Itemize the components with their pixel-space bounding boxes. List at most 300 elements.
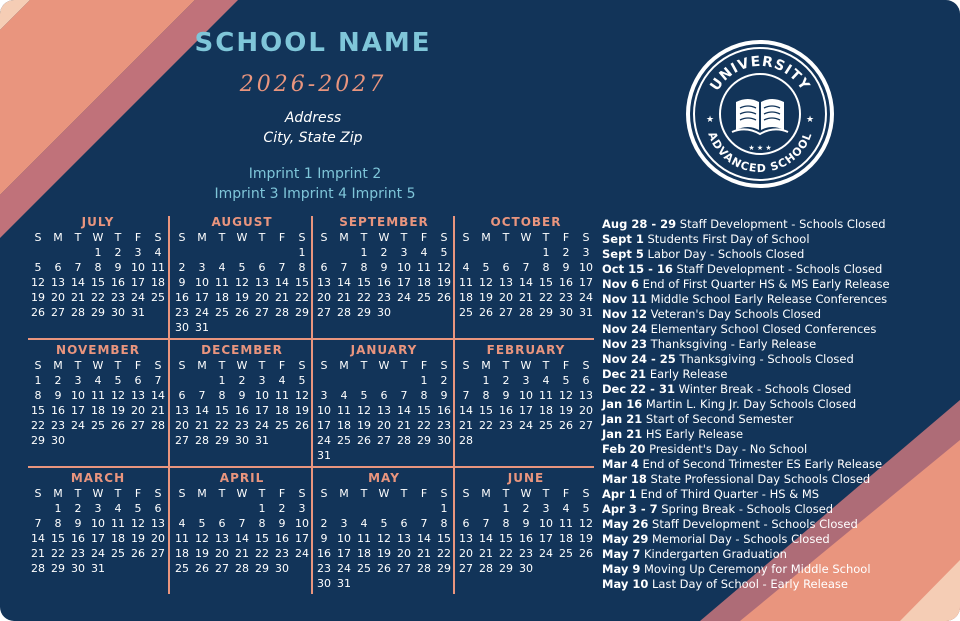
- day-cell: 1: [258, 502, 266, 515]
- day-cell: 8: [258, 517, 266, 530]
- month-february: [456, 340, 596, 468]
- day-cell: 18: [91, 404, 105, 417]
- weekday-label: M: [339, 487, 349, 500]
- event-text: Labor Day - Schools Closed: [643, 247, 805, 261]
- weekday-label: W: [236, 487, 248, 500]
- weekday-label: T: [542, 231, 550, 244]
- weekday-label: F: [278, 359, 286, 372]
- day-cell: 8: [94, 261, 102, 274]
- day-cell: 18: [215, 291, 229, 304]
- day-cell: 27: [131, 419, 145, 432]
- day-cell: 20: [215, 547, 229, 560]
- day-cell: 18: [275, 404, 289, 417]
- day-cell: 13: [317, 276, 331, 289]
- day-cell: 5: [360, 389, 368, 402]
- day-cell: 10: [295, 517, 309, 530]
- weekday-label: T: [400, 359, 408, 372]
- day-cell: 9: [54, 389, 62, 402]
- weekday-label: W: [92, 487, 104, 500]
- day-cell: 22: [499, 547, 513, 560]
- event-item: [602, 562, 922, 577]
- day-cell: 9: [440, 389, 448, 402]
- day-cell: 19: [235, 291, 249, 304]
- day-cell: 15: [51, 532, 65, 545]
- day-cell: 19: [559, 404, 573, 417]
- day-cell: 14: [235, 532, 249, 545]
- weekday-label: S: [298, 231, 306, 244]
- day-cell: 2: [54, 374, 62, 387]
- event-text: Memorial Day - Schools Closed: [648, 532, 830, 546]
- day-cell: 30: [377, 306, 391, 319]
- weekday-label: F: [134, 231, 142, 244]
- day-cell: 12: [235, 276, 249, 289]
- day-cell: 12: [131, 517, 145, 530]
- day-cell: 25: [275, 419, 289, 432]
- day-cell: 9: [380, 261, 388, 274]
- day-cell: 20: [151, 532, 165, 545]
- event-text: End of First Quarter HS & MS Early Release: [639, 277, 890, 291]
- weekday-label: S: [582, 487, 590, 500]
- month-june: [456, 468, 596, 596]
- day-cell: 30: [275, 562, 289, 575]
- day-cell: 13: [459, 532, 473, 545]
- day-cell: 4: [178, 517, 186, 530]
- weekday-label: S: [440, 231, 448, 244]
- day-cell: 7: [340, 261, 348, 274]
- weekday-label: T: [542, 487, 550, 500]
- day-cell: 16: [275, 532, 289, 545]
- day-cell: 16: [519, 532, 533, 545]
- month-september: [314, 212, 454, 340]
- day-cell: 18: [111, 532, 125, 545]
- weekday-label: F: [134, 359, 142, 372]
- event-item: [602, 322, 922, 337]
- day-cell: 16: [559, 276, 573, 289]
- weekday-label: W: [378, 231, 390, 244]
- day-cell: 2: [178, 261, 186, 274]
- weekday-label: S: [178, 359, 186, 372]
- day-cell: 17: [579, 276, 593, 289]
- weekday-label: W: [236, 359, 248, 372]
- weekday-label: F: [134, 487, 142, 500]
- day-cell: 9: [320, 532, 328, 545]
- day-cell: 6: [134, 374, 142, 387]
- day-cell: 16: [235, 404, 249, 417]
- event-date: Mar 18: [602, 472, 647, 486]
- day-cell: 26: [357, 434, 371, 447]
- day-cell: 4: [462, 261, 470, 274]
- day-cell: 10: [71, 389, 85, 402]
- day-cell: 11: [175, 532, 189, 545]
- weekday-label: W: [520, 487, 532, 500]
- weekday-label: S: [34, 231, 42, 244]
- day-cell: 29: [539, 306, 553, 319]
- day-cell: 15: [437, 532, 451, 545]
- day-cell: 26: [437, 291, 451, 304]
- day-cell: 2: [522, 502, 530, 515]
- day-cell: 20: [377, 419, 391, 432]
- weekday-label: W: [520, 359, 532, 372]
- weekday-label: M: [53, 231, 63, 244]
- day-cell: 8: [360, 261, 368, 274]
- calendar-grid: [28, 212, 594, 594]
- day-cell: 13: [51, 276, 65, 289]
- month-november: [28, 340, 168, 468]
- day-cell: 21: [519, 291, 533, 304]
- day-cell: 14: [519, 276, 533, 289]
- day-cell: 20: [51, 291, 65, 304]
- event-date: Feb 20: [602, 442, 646, 456]
- event-item: [602, 337, 922, 352]
- day-cell: 24: [317, 434, 331, 447]
- month-name: DECEMBER: [201, 343, 283, 357]
- day-cell: 3: [400, 246, 408, 259]
- day-cell: 23: [437, 419, 451, 432]
- day-cell: 18: [459, 291, 473, 304]
- day-cell: 12: [195, 532, 209, 545]
- day-cell: 15: [255, 532, 269, 545]
- day-cell: 23: [175, 306, 189, 319]
- event-item: [602, 367, 922, 382]
- weekday-label: S: [298, 487, 306, 500]
- weekday-label: T: [360, 359, 368, 372]
- event-text: Thanksgiving - Schools Closed: [675, 352, 854, 366]
- day-cell: 4: [562, 502, 570, 515]
- day-cell: 26: [111, 419, 125, 432]
- day-cell: 18: [337, 419, 351, 432]
- month-name: MAY: [368, 471, 400, 485]
- weekday-label: M: [481, 231, 491, 244]
- day-cell: 22: [539, 291, 553, 304]
- day-cell: 7: [400, 389, 408, 402]
- day-cell: 28: [275, 306, 289, 319]
- day-cell: 15: [417, 404, 431, 417]
- day-cell: 7: [74, 261, 82, 274]
- day-cell: 26: [479, 306, 493, 319]
- day-cell: 4: [360, 517, 368, 530]
- address-line: Address: [284, 110, 342, 126]
- day-cell: 25: [151, 291, 165, 304]
- day-cell: 27: [579, 419, 593, 432]
- day-cell: 5: [582, 502, 590, 515]
- day-cell: 3: [298, 502, 306, 515]
- day-cell: 7: [522, 261, 530, 274]
- day-cell: 11: [459, 276, 473, 289]
- day-cell: 29: [51, 562, 65, 575]
- day-cell: 21: [71, 291, 85, 304]
- event-date: May 7: [602, 547, 641, 561]
- day-cell: 12: [437, 261, 451, 274]
- day-cell: 31: [317, 449, 331, 462]
- day-cell: 11: [357, 532, 371, 545]
- month-march: [28, 468, 168, 596]
- day-cell: 17: [255, 404, 269, 417]
- day-cell: 19: [357, 419, 371, 432]
- day-cell: 19: [377, 547, 391, 560]
- day-cell: 20: [175, 419, 189, 432]
- weekday-label: F: [420, 231, 428, 244]
- day-cell: 24: [295, 547, 309, 560]
- event-item: [602, 232, 922, 247]
- day-cell: 28: [337, 306, 351, 319]
- day-cell: 8: [34, 389, 42, 402]
- day-cell: 23: [235, 419, 249, 432]
- day-cell: 25: [175, 562, 189, 575]
- day-cell: 20: [579, 404, 593, 417]
- day-cell: 22: [417, 419, 431, 432]
- month-name: MARCH: [70, 471, 126, 485]
- month-august: [172, 212, 312, 340]
- day-cell: 2: [74, 502, 82, 515]
- day-cell: 7: [278, 261, 286, 274]
- event-date: Nov 24 - 25: [602, 352, 676, 366]
- day-cell: 12: [579, 517, 593, 530]
- day-cell: 4: [420, 246, 428, 259]
- event-item: [602, 217, 922, 232]
- day-cell: 27: [255, 306, 269, 319]
- day-cell: 5: [34, 261, 42, 274]
- weekday-label: S: [178, 487, 186, 500]
- day-cell: 24: [579, 291, 593, 304]
- event-item: [602, 262, 922, 277]
- day-cell: 11: [91, 389, 105, 402]
- day-cell: 6: [178, 389, 186, 402]
- day-cell: 6: [400, 517, 408, 530]
- weekday-label: T: [502, 487, 510, 500]
- event-text: Martin L. King Jr. Day Schools Closed: [642, 397, 857, 411]
- day-cell: 26: [235, 306, 249, 319]
- day-cell: 8: [502, 517, 510, 530]
- day-cell: 18: [357, 547, 371, 560]
- day-cell: 28: [151, 419, 165, 432]
- day-cell: 14: [195, 404, 209, 417]
- day-cell: 7: [34, 517, 42, 530]
- month-name: NOVEMBER: [56, 343, 140, 357]
- day-cell: 11: [151, 261, 165, 274]
- event-date: May 26: [602, 517, 649, 531]
- day-cell: 16: [175, 291, 189, 304]
- day-cell: 21: [479, 547, 493, 560]
- day-cell: 17: [131, 276, 145, 289]
- day-cell: 28: [31, 562, 45, 575]
- day-cell: 22: [479, 419, 493, 432]
- day-cell: 13: [215, 532, 229, 545]
- day-cell: 17: [317, 419, 331, 432]
- day-cell: 10: [519, 389, 533, 402]
- day-cell: 1: [502, 502, 510, 515]
- day-cell: 16: [51, 404, 65, 417]
- event-item: [602, 352, 922, 367]
- day-cell: 18: [559, 532, 573, 545]
- weekday-label: F: [562, 231, 570, 244]
- weekday-label: T: [114, 359, 122, 372]
- weekday-label: W: [92, 231, 104, 244]
- weekday-label: W: [92, 359, 104, 372]
- weekday-label: F: [420, 487, 428, 500]
- day-cell: 29: [295, 306, 309, 319]
- day-cell: 24: [397, 291, 411, 304]
- event-date: Nov 12: [602, 307, 648, 321]
- weekday-label: S: [582, 359, 590, 372]
- month-name: JULY: [81, 215, 115, 229]
- event-text: Last Day of School - Early Release: [648, 577, 848, 591]
- day-cell: 17: [539, 532, 553, 545]
- day-cell: 14: [31, 532, 45, 545]
- day-cell: 28: [417, 562, 431, 575]
- day-cell: 8: [440, 517, 448, 530]
- day-cell: 21: [459, 419, 473, 432]
- day-cell: 26: [295, 419, 309, 432]
- day-cell: 9: [562, 261, 570, 274]
- day-cell: 5: [482, 261, 490, 274]
- event-text: End of Second Trimester ES Early Release: [638, 457, 883, 471]
- day-cell: 11: [275, 389, 289, 402]
- day-cell: 15: [539, 276, 553, 289]
- day-cell: 23: [51, 419, 65, 432]
- day-cell: 2: [114, 246, 122, 259]
- event-date: Dec 22 - 31: [602, 382, 675, 396]
- weekday-label: M: [339, 359, 349, 372]
- weekday-label: S: [462, 359, 470, 372]
- day-cell: 27: [175, 434, 189, 447]
- day-cell: 28: [459, 434, 473, 447]
- day-cell: 16: [111, 276, 125, 289]
- day-cell: 15: [91, 276, 105, 289]
- weekday-label: S: [34, 487, 42, 500]
- day-cell: 23: [377, 291, 391, 304]
- day-cell: 10: [579, 261, 593, 274]
- month-name: JANUARY: [350, 343, 418, 357]
- weekday-label: T: [74, 359, 82, 372]
- weekday-label: S: [320, 359, 328, 372]
- day-cell: 23: [317, 562, 331, 575]
- day-cell: 15: [479, 404, 493, 417]
- day-cell: 9: [114, 261, 122, 274]
- event-item: [602, 292, 922, 307]
- day-cell: 23: [559, 291, 573, 304]
- day-cell: 13: [175, 404, 189, 417]
- day-cell: 4: [340, 389, 348, 402]
- weekday-label: W: [236, 231, 248, 244]
- event-text: Thanksgiving - Early Release: [647, 337, 817, 351]
- event-text: Students First Day of School: [643, 232, 810, 246]
- day-cell: 21: [151, 404, 165, 417]
- day-cell: 27: [51, 306, 65, 319]
- day-cell: 29: [215, 434, 229, 447]
- day-cell: 29: [499, 562, 513, 575]
- day-cell: 14: [151, 389, 165, 402]
- weekday-label: T: [502, 231, 510, 244]
- event-text: Moving Up Ceremony for Middle School: [640, 562, 871, 576]
- day-cell: 4: [154, 246, 162, 259]
- day-cell: 16: [499, 404, 513, 417]
- day-cell: 1: [482, 374, 490, 387]
- day-cell: 29: [91, 306, 105, 319]
- day-cell: 24: [91, 547, 105, 560]
- day-cell: 10: [539, 517, 553, 530]
- day-cell: 21: [195, 419, 209, 432]
- event-text: Early Release: [646, 367, 728, 381]
- day-cell: 18: [417, 276, 431, 289]
- weekday-label: S: [154, 487, 162, 500]
- day-cell: 6: [380, 389, 388, 402]
- weekday-label: T: [218, 231, 226, 244]
- day-cell: 29: [437, 562, 451, 575]
- day-cell: 28: [519, 306, 533, 319]
- day-cell: 1: [34, 374, 42, 387]
- month-name: FEBRUARY: [486, 343, 566, 357]
- event-date: Nov 6: [602, 277, 640, 291]
- day-cell: 16: [317, 547, 331, 560]
- day-cell: 1: [218, 374, 226, 387]
- day-cell: 24: [195, 306, 209, 319]
- day-cell: 10: [337, 532, 351, 545]
- weekday-label: M: [53, 359, 63, 372]
- day-cell: 24: [131, 291, 145, 304]
- day-cell: 24: [519, 419, 533, 432]
- weekday-label: M: [53, 487, 63, 500]
- event-date: May 10: [602, 577, 649, 591]
- day-cell: 22: [215, 419, 229, 432]
- day-cell: 31: [131, 306, 145, 319]
- day-cell: 28: [479, 562, 493, 575]
- day-cell: 10: [131, 261, 145, 274]
- weekday-label: S: [154, 359, 162, 372]
- event-date: Oct 15 - 16: [602, 262, 673, 276]
- day-cell: 5: [298, 374, 306, 387]
- month-december: [172, 340, 312, 468]
- month-april: [172, 468, 312, 596]
- day-cell: 23: [111, 291, 125, 304]
- day-cell: 25: [539, 419, 553, 432]
- day-cell: 16: [377, 276, 391, 289]
- day-cell: 3: [582, 246, 590, 259]
- day-cell: 19: [31, 291, 45, 304]
- weekday-label: M: [197, 487, 207, 500]
- day-cell: 31: [337, 577, 351, 590]
- day-cell: 14: [337, 276, 351, 289]
- event-text: President's Day - No School: [645, 442, 808, 456]
- day-cell: 20: [397, 547, 411, 560]
- day-cell: 27: [397, 562, 411, 575]
- day-cell: 30: [111, 306, 125, 319]
- day-cell: 2: [238, 374, 246, 387]
- day-cell: 27: [317, 306, 331, 319]
- day-cell: 15: [31, 404, 45, 417]
- event-text: Winter Break - Schools Closed: [674, 382, 852, 396]
- day-cell: 26: [579, 547, 593, 560]
- day-cell: 3: [340, 517, 348, 530]
- day-cell: 1: [360, 246, 368, 259]
- imprint-line-2: Imprint 3 Imprint 4 Imprint 5: [214, 186, 416, 202]
- day-cell: 20: [459, 547, 473, 560]
- month-name: APRIL: [219, 471, 265, 485]
- event-item: [602, 517, 922, 532]
- day-cell: 1: [54, 502, 62, 515]
- day-cell: 27: [499, 306, 513, 319]
- weekday-label: S: [154, 231, 162, 244]
- day-cell: 26: [377, 562, 391, 575]
- day-cell: 30: [317, 577, 331, 590]
- event-date: Dec 21: [602, 367, 647, 381]
- event-item: [602, 472, 922, 487]
- day-cell: 6: [320, 261, 328, 274]
- month-july: [28, 212, 168, 340]
- event-text: Staff Development - Schools Closed: [648, 517, 858, 531]
- day-cell: 2: [380, 246, 388, 259]
- event-item: [602, 547, 922, 562]
- day-cell: 3: [134, 246, 142, 259]
